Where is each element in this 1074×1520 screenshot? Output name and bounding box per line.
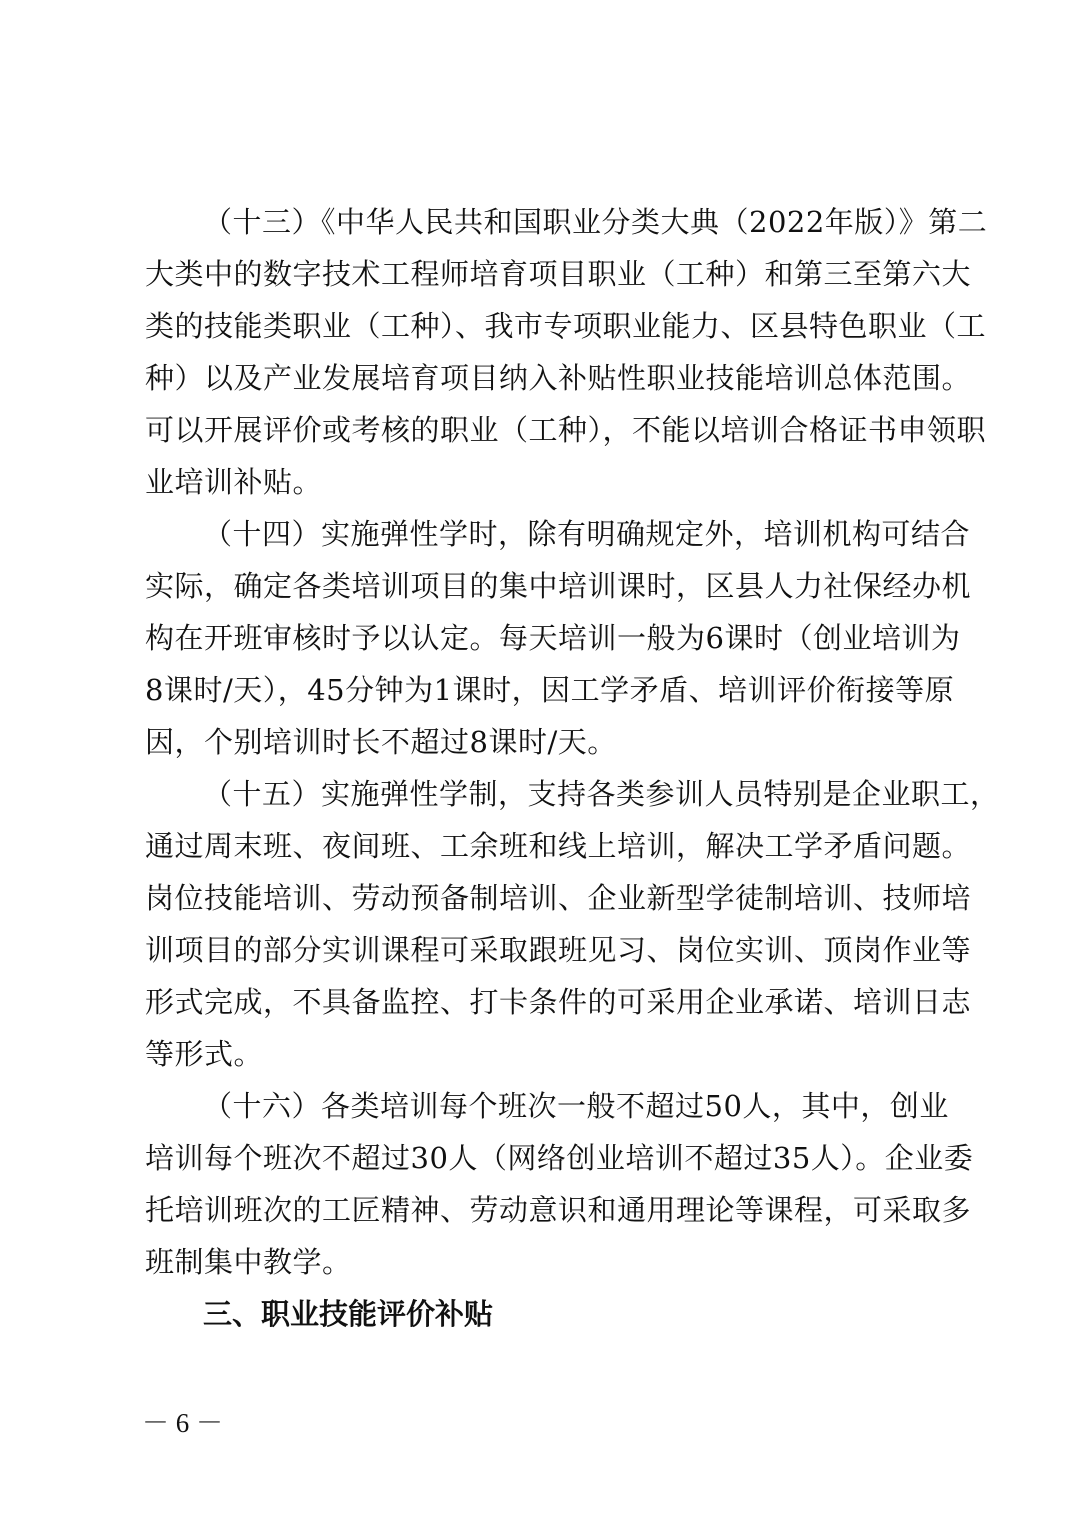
paragraph-16 (145, 1080, 974, 1288)
text-line: 类的技能类职业（工种）、我市专项职业能力、区县特色职业（工 (145, 309, 987, 343)
text-line: 8课时/天），45分钟为1课时，因工学矛盾、培训评价衔接等原 (145, 673, 955, 707)
text-line: 班制集中教学。 (145, 1245, 352, 1279)
text-line: 训项目的部分实训课程可采取跟班见习、岗位实训、顶岗作业等 (145, 933, 972, 967)
text-line: 构在开班审核时予以认定。每天培训一般为6课时（创业培训为 (145, 621, 961, 655)
text-line: 托培训班次的工匠精神、劳动意识和通用理论等课程，可采取多 (145, 1193, 972, 1227)
section-heading: 三、职业技能评价补贴 (203, 1297, 494, 1331)
text-line: 通过周末班、夜间班、工余班和线上培训，解决工学矛盾问题。 (145, 829, 972, 863)
text-line: 大类中的数字技术工程师培育项目职业（工种）和第三至第六大 (145, 257, 972, 291)
document-body (145, 196, 1000, 1340)
paragraph-14 (145, 508, 972, 768)
text-line: 实际，确定各类培训项目的集中培训课时，区县人力社保经办机 (145, 569, 972, 603)
text-line: 种）以及产业发展培育项目纳入补贴性职业技能培训总体范围。 (145, 361, 972, 395)
paragraph-13 (145, 196, 988, 508)
text-line: （十六）各类培训每个班次一般不超过50人，其中，创业 (203, 1089, 949, 1123)
text-line: （十三）《中华人民共和国职业分类大典（2022年版）》第二 (203, 205, 988, 239)
text-line: 岗位技能培训、劳动预备制培训、企业新型学徒制培训、技师培 (145, 881, 972, 915)
text-line: 因，个别培训时长不超过8课时/天。 (145, 725, 617, 759)
text-line: （十五）实施弹性学制，支持各类参训人员特别是企业职工， (203, 777, 1000, 811)
text-line: 等形式。 (145, 1037, 264, 1071)
paragraph-15 (145, 768, 1000, 1080)
text-line: 可以开展评价或考核的职业（工种），不能以培训合格证书申领职 (145, 413, 987, 447)
text-line: 形式完成，不具备监控、打卡条件的可采用企业承诺、培训日志 (145, 985, 972, 1019)
text-line: 培训每个班次不超过30人（网络创业培训不超过35人）。企业委 (145, 1141, 974, 1175)
page-number: － 6 － (142, 1408, 223, 1438)
text-line: 业培训补贴。 (145, 465, 323, 499)
text-line: （十四）实施弹性学时，除有明确规定外，培训机构可结合 (203, 517, 971, 551)
